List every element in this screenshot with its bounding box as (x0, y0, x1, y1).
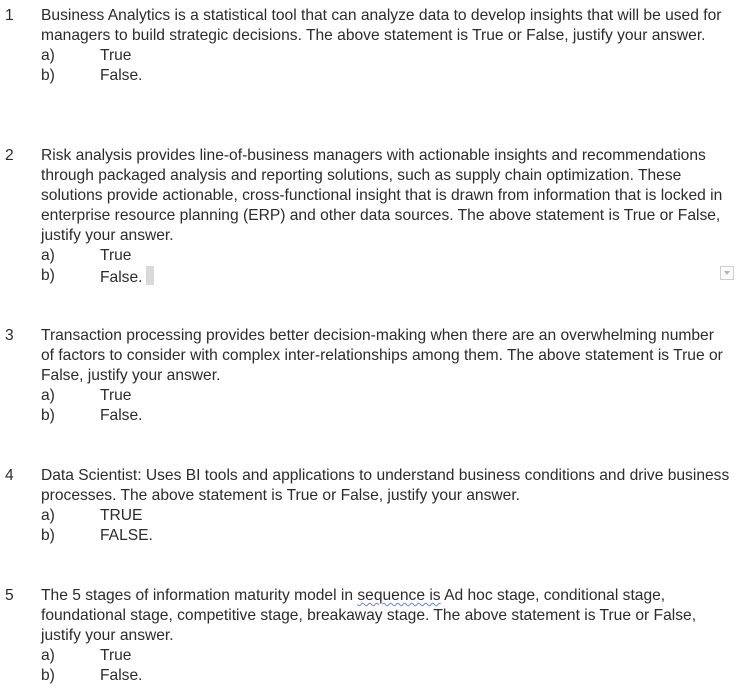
question-number: 2 (5, 147, 14, 164)
option-a[interactable] (41, 646, 731, 666)
option-label: False. (100, 67, 143, 84)
question-text[interactable]: Data Scientist: Uses BI tools and applications to understand business conditions and drive business processes. The above statement is True or False, justify your answer. (41, 467, 730, 504)
option-letter: a) (41, 47, 55, 64)
option-label: False. (100, 667, 143, 684)
option-label: True (100, 47, 132, 64)
question-body (41, 586, 731, 686)
grammar-flagged-text[interactable]: sequence is (357, 587, 441, 604)
option-label: FALSE. (100, 527, 153, 544)
question-body (41, 326, 731, 426)
question-body (41, 146, 731, 286)
option-letter: b) (41, 67, 55, 84)
question-number: 3 (5, 327, 14, 344)
option-a[interactable] (41, 46, 731, 66)
option-label: True (100, 647, 132, 664)
question-text[interactable]: Transaction processing provides better decision-making when there are an overwhelming number of factors to consider with complex inter-relationships among them. The above statement is True or False, justify your answer. (41, 327, 723, 384)
option-letter: a) (41, 387, 55, 404)
question-text-start: The 5 stages of information maturity model in (41, 587, 358, 604)
option-letter: b) (41, 267, 55, 284)
question-number: 1 (5, 7, 14, 24)
option-letter: a) (41, 507, 55, 524)
option-text-with-cursor (100, 266, 154, 288)
option-letter: b) (41, 527, 55, 544)
option-label: False. (100, 269, 143, 286)
question-number: 5 (5, 587, 14, 604)
question-text[interactable]: Business Analytics is a statistical tool that can analyze data to develop insights that will be used for managers to build strategic decisions. The above statement is True or False, justify your answer. (41, 7, 722, 44)
text-cursor (146, 266, 154, 285)
option-b[interactable] (41, 66, 731, 86)
option-a[interactable] (41, 506, 731, 526)
question-body (41, 466, 731, 546)
question-text-end: Ad hoc stage, conditional stage, foundational stage, competitive stage, breakaway stage. The above statement is True or False, justify your answer. (41, 587, 697, 644)
question-text[interactable]: Risk analysis provides line-of-business managers with actionable insights and recommendations through packaged analysis and reporting solutions, such as supply chain optimization. These solutions provide actionable, cross-functional insight that is drawn from information that is locked in enterprise resource planning (ERP) and other data sources. The above statement is True or False, justify your answer. (41, 147, 723, 244)
question-number: 4 (5, 467, 14, 484)
option-label: True (100, 387, 132, 404)
option-letter: b) (41, 667, 55, 684)
option-b[interactable] (41, 406, 731, 426)
option-letter: a) (41, 647, 55, 664)
option-label: TRUE (100, 507, 143, 524)
option-a[interactable] (41, 246, 731, 266)
option-label: False. (100, 407, 143, 424)
option-letter: a) (41, 247, 55, 264)
option-a[interactable] (41, 386, 731, 406)
option-b[interactable] (41, 666, 731, 686)
question-body (41, 6, 731, 86)
option-b[interactable] (41, 266, 731, 286)
option-b[interactable] (41, 526, 731, 546)
option-label: True (100, 247, 132, 264)
option-letter: b) (41, 407, 55, 424)
dropdown-arrow-icon[interactable] (720, 266, 734, 280)
question-text[interactable] (41, 586, 731, 646)
